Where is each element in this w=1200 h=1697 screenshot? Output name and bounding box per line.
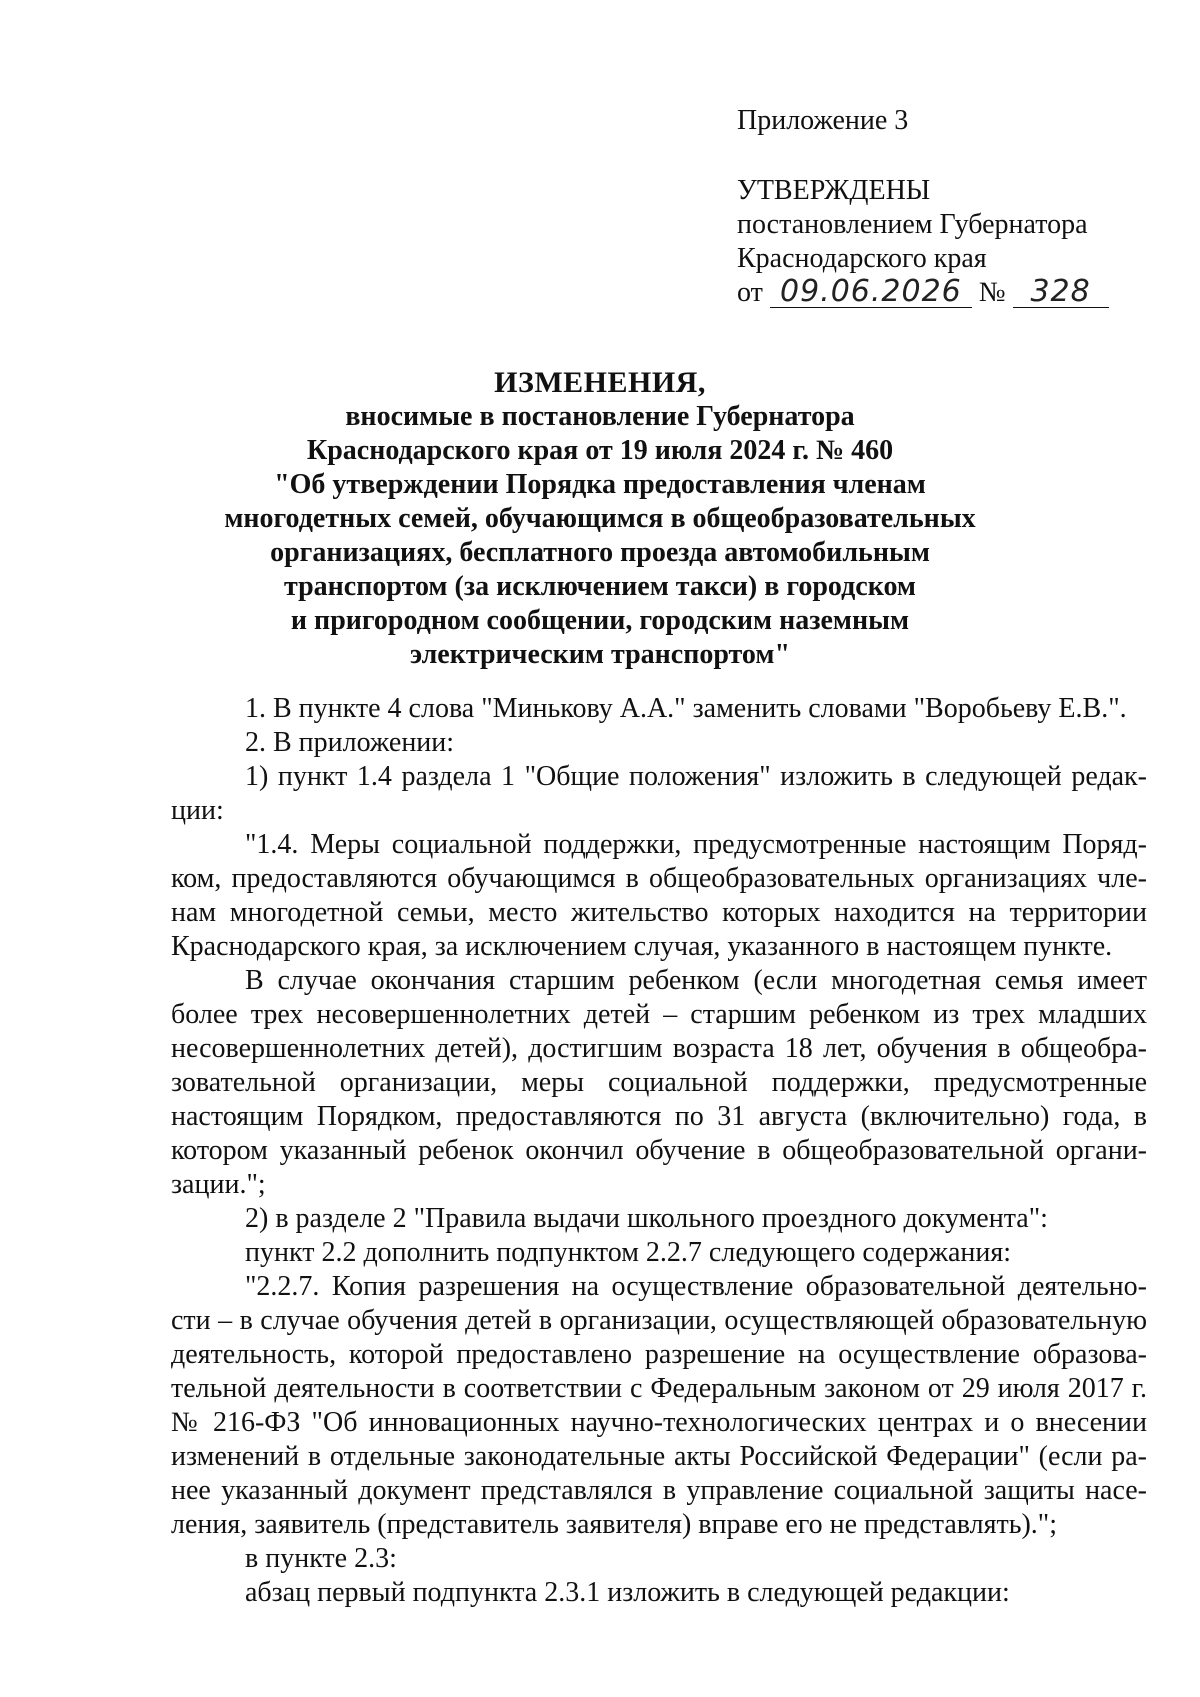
body-line: тельной деятельности в соответствии с Федеральным законом от 29 июля 2017 г. (171, 1373, 1147, 1404)
handwritten-date: 09.06.2026 (770, 277, 972, 308)
body-line: нам многодетной семьи, место жительство которых находится на территории (171, 897, 1147, 928)
number-prefix: № (978, 277, 1006, 308)
document-title (200, 366, 1000, 672)
body-line: деятельность, которой предоставлено разрешение на осуществление образова- (171, 1339, 1147, 1370)
title-line: транспортом (за исключением такси) в городском (284, 571, 916, 602)
body-line: нее указанный документ представлялся в управление социальной защиты насе- (171, 1475, 1147, 1506)
body-line: "1.4. Меры социальной поддержки, предусмотренные настоящим Поряд- (245, 829, 1147, 860)
body-line: ком, предоставляются обучающимся в общеобразовательных организациях чле- (171, 863, 1147, 894)
handwritten-number: 328 (1013, 277, 1109, 308)
body-line: изменений в отдельные законодательные акты Российской Федерации" (если ра- (171, 1441, 1147, 1472)
title-line: вносимые в постановление Губернатора (345, 401, 855, 432)
title-line: "Об утверждении Порядка предоставления членам (274, 469, 926, 500)
body-line: "2.2.7. Копия разрешения на осуществление образовательной деятельно- (245, 1271, 1147, 1302)
body-line: сти – в случае обучения детей в организации, осуществляющей образовательную (171, 1305, 1147, 1336)
body-line: ления, заявитель (представитель заявителя) вправе его не представлять)."; (171, 1509, 1058, 1540)
body-line: 1. В пункте 4 слова "Минькову А.А." заменить словами "Воробьеву Е.В.". (245, 693, 1127, 724)
body-line: Краснодарского края, за исключением случая, указанного в настоящем пункте. (171, 931, 1113, 962)
body-line: зовательной организации, меры социальной поддержки, предусмотренные (171, 1067, 1147, 1098)
body-line: 2) в разделе 2 "Правила выдачи школьного проездного документа": (245, 1203, 1048, 1234)
body-line: № 216-ФЗ "Об инновационных научно-технологических центрах и о внесении (171, 1407, 1147, 1438)
body-line: 2. В приложении: (245, 727, 455, 758)
title-heading: ИЗМЕНЕНИЯ, (494, 366, 706, 399)
approved-label: УТВЕРЖДЕНЫ (737, 175, 931, 206)
title-line: электрическим транспортом" (409, 639, 791, 670)
approved-by-line-2: Краснодарского края (737, 243, 987, 274)
body-line: В случае окончания старшим ребенком (если многодетная семья имеет (245, 965, 1147, 996)
title-line: и пригородном сообщении, городским наземным (290, 605, 910, 636)
body-line: 1) пункт 1.4 раздела 1 "Общие положения" изложить в следующей редак- (245, 761, 1147, 792)
body-line: котором указанный ребенок окончил обучение в общеобразовательной органи- (171, 1135, 1147, 1166)
attachment-label: Приложение 3 (737, 105, 909, 136)
approved-by-line-1: постановлением Губернатора (737, 209, 1088, 240)
title-line: организациях, бесплатного проезда автомобильным (270, 537, 930, 568)
body-line: пункт 2.2 дополнить подпунктом 2.2.7 следующего содержания: (245, 1237, 1012, 1268)
body-line: в пункте 2.3: (245, 1543, 397, 1574)
document-body (171, 692, 1147, 1610)
body-line: ции: (171, 795, 224, 826)
body-line: более трех несовершеннолетних детей – старшим ребенком из трех младших (171, 999, 1147, 1030)
date-prefix: от (737, 277, 763, 308)
title-line: многодетных семей, обучающимся в общеобразовательных (224, 503, 976, 534)
approval-block (737, 104, 1109, 310)
body-line: несовершеннолетних детей), достигшим возраста 18 лет, обучения в общеобра- (171, 1033, 1147, 1064)
approval-date-number-line (737, 276, 1109, 310)
body-line: зации."; (171, 1169, 266, 1200)
body-line: абзац первый подпункта 2.3.1 изложить в следующей редакции: (245, 1577, 1010, 1608)
body-line: настоящим Порядком, предоставляются по 31 августа (включительно) года, в (171, 1101, 1147, 1132)
title-line: Краснодарского края от 19 июля 2024 г. № 460 (306, 435, 894, 466)
